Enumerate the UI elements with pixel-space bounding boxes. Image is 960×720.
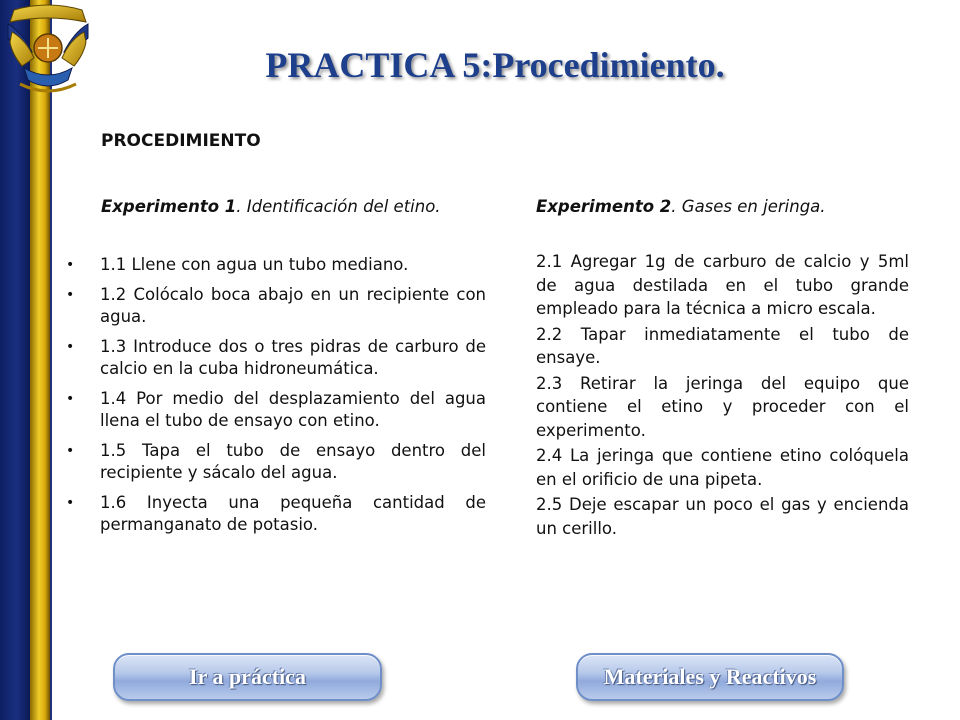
step-text: 1.5 Tapa el tubo de ensayo dentro del recipiente y sácalo del agua. xyxy=(100,441,486,482)
step-text: 1.4 Por medio del desplazamiento del agua llena el tubo de ensayo con etino. xyxy=(100,389,486,430)
ir-a-practica-button[interactable]: Ir a práctica xyxy=(113,653,382,701)
materiales-reactivos-button[interactable]: Materiales y Reactivos xyxy=(576,653,844,701)
university-emblem-icon xyxy=(2,2,94,102)
experiment1-title xyxy=(101,197,441,216)
list-item: 2.3 Retirar la jeringa del equipo que contiene el etino y proceder con el experimento. xyxy=(536,373,909,440)
experiment2-subtitle: . Gases en jeringa. xyxy=(671,197,826,216)
bullet-icon: • xyxy=(66,287,75,303)
bullet-icon: • xyxy=(66,443,75,459)
step-text: 1.6 Inyecta una pequeña cantidad de permanganato de potasio. xyxy=(100,493,486,534)
list-item: 2.1 Agregar 1g de carburo de calcio y 5ml de agua destilada en el tubo grande empleado para la técnica a micro escala. xyxy=(536,252,909,318)
page-title: PRACTICA 5:Procedimiento. xyxy=(265,45,725,85)
experiment2-label: Experimento 2 xyxy=(536,197,672,216)
list-item: 2.4 La jeringa que contiene etino colóquela en el orificio de una pipeta. xyxy=(536,446,909,489)
step-text: 1.3 Introduce dos o tres pidras de carburo de calcio en la cuba hidroneumática. xyxy=(100,337,486,378)
bullet-icon: • xyxy=(66,339,75,355)
section-heading: PROCEDIMIENTO xyxy=(101,131,261,151)
bullet-icon: • xyxy=(66,495,75,511)
list-item xyxy=(66,440,486,484)
left-gold-bar xyxy=(30,0,50,720)
list-item xyxy=(66,336,486,380)
bullet-icon: • xyxy=(66,257,75,273)
step-text: 1.1 Llene con agua un tubo mediano. xyxy=(100,255,409,274)
left-divider-line xyxy=(50,0,52,720)
experiment2-steps xyxy=(536,250,909,542)
experiment1-steps xyxy=(66,254,486,544)
list-item: 2.5 Deje escapar un poco el gas y encienda un cerillo. xyxy=(536,495,909,538)
list-item xyxy=(66,492,486,536)
list-item xyxy=(66,254,486,276)
list-item xyxy=(66,284,486,328)
left-blue-bar xyxy=(0,0,30,720)
experiment1-label: Experimento 1 xyxy=(101,197,237,216)
list-item xyxy=(66,388,486,432)
experiment1-subtitle: . Identificación del etino. xyxy=(236,197,441,216)
step-text: 1.2 Colócalo boca abajo en un recipiente con agua. xyxy=(100,285,486,326)
bullet-icon: • xyxy=(66,391,75,407)
list-item: 2.2 Tapar inmediatamente el tubo de ensaye. xyxy=(536,324,909,367)
experiment2-title xyxy=(536,197,826,216)
